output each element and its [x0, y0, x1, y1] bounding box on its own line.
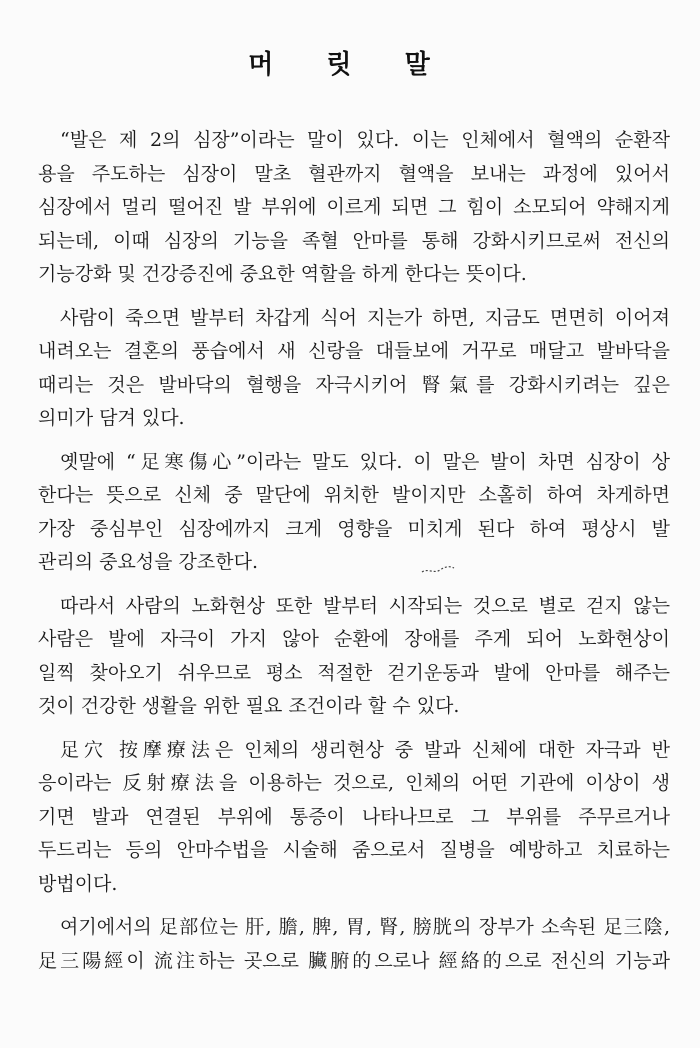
text-line: 두드리는 등의 안마수법을 시술해 줌으로서 질병을 예방하고 치료하는 [38, 839, 670, 861]
text-line: 가장 중심부인 심장에까지 크게 영향을 미치게 된다 하여 평상시 발 [38, 517, 670, 540]
text-line: 되는데, 이때 심장의 기능을 족혈 안마를 통해 강화시키므로써 전신의 [38, 229, 670, 252]
text-line: 여기에서의 足部位는 肝, 膽, 脾, 胃, 腎, 膀胱의 장부가 소속된 足三陰, [60, 916, 670, 938]
text-line: 사람은 발에 자극이 가지 않아 순환에 장애를 주게 되어 노화현상이 [38, 628, 670, 650]
text-line: 기능강화 및 건강증진에 중요한 역할을 하게 한다는 뜻이다. [38, 263, 527, 285]
text-line: 사람이 죽으면 발부터 차갑게 식어 지는가 하면, 지금도 면면히 이어져 [60, 306, 670, 329]
text-line: 한다는 뜻으로 신체 중 말단에 위치한 발이지만 소홀히 하여 차게하면 [38, 484, 670, 506]
ink-smudge [420, 562, 456, 576]
text-line: 足穴 按摩療法은 인체의 생리현상 중 발과 신체에 대한 자극과 반 [60, 738, 670, 761]
text-line: 내려오는 결혼의 풍습에서 새 신랑을 대들보에 거꾸로 매달고 발바닥을 [38, 340, 670, 362]
text-line: 옛말에 “足寒傷心”이라는 말도 있다. 이 말은 발이 차면 심장이 상 [60, 450, 670, 473]
text-line: 의미가 담겨 있다. [38, 407, 185, 429]
text-line: 것이 건강한 생활을 위한 필요 조건이라 할 수 있다. [38, 695, 460, 717]
paragraph-5 [38, 734, 670, 902]
paragraph-6 [38, 911, 670, 978]
paragraph-1 [38, 124, 670, 292]
text-line: 때리는 것은 발바닥의 혈행을 자극시키어 腎氣를 강화시키려는 깊은 [38, 373, 670, 396]
text-line: “발은 제 2의 심장”이라는 말이 있다. 이는 인체에서 혈액의 순환작 [60, 129, 670, 151]
text-line: 일찍 찾아오기 쉬우므로 평소 적절한 걷기운동과 발에 안마를 해주는 [38, 661, 670, 684]
text-line: 용을 주도하는 심장이 말초 혈관까지 혈액을 보내는 과정에 있어서 [38, 162, 670, 185]
text-line: 기면 발과 연결된 부위에 통증이 나타나므로 그 부위를 주무르거나 [38, 805, 670, 828]
paragraph-4 [38, 590, 670, 724]
paragraph-2 [38, 302, 670, 436]
text-line: 足三陽經이 流注하는 곳으로 臟腑的으로나 經絡的으로 전신의 기능과 [38, 949, 670, 972]
body-text [38, 124, 670, 988]
text-line: 방법이다. [38, 872, 118, 895]
text-line: 심장에서 멀리 떨어진 발 부위에 이르게 되면 그 힘이 소모되어 약해지게 [38, 196, 670, 218]
paragraph-3 [38, 446, 670, 580]
text-line: 응이라는 反射療法을 이용하는 것으로, 인체의 어떤 기관에 이상이 생 [38, 772, 670, 794]
text-line: 관리의 중요성을 강조한다. [38, 551, 259, 573]
text-line: 따라서 사람의 노화현상 또한 발부터 시작되는 것으로 별로 걷지 않는 [60, 594, 670, 617]
page-title: 머 릿 말 [248, 50, 452, 80]
